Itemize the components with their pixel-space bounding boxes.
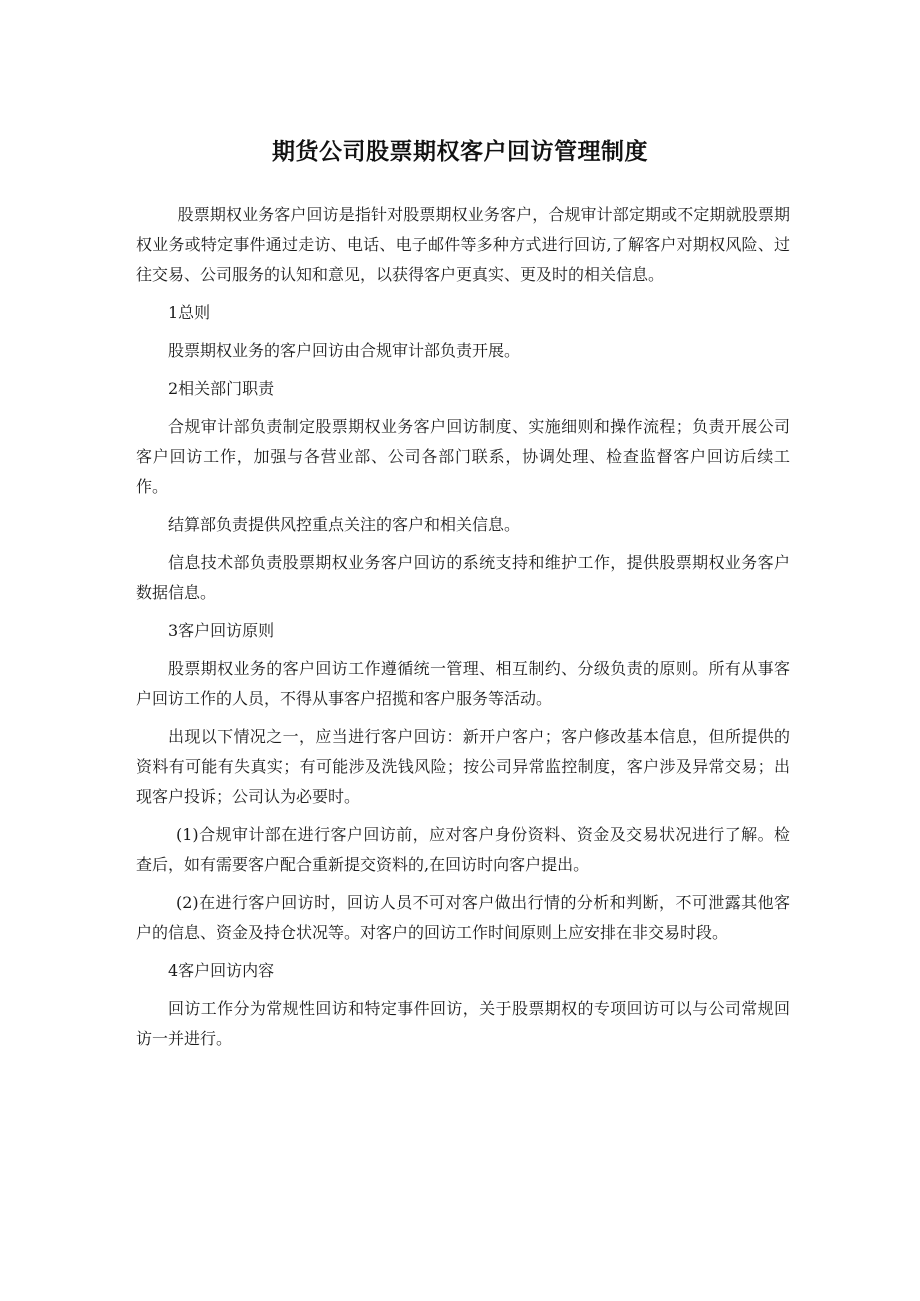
- section-heading-general: 1总则: [168, 303, 211, 322]
- duties-it-paragraph: 信息技术部负责股票期权业务客户回访的系统支持和维护工作，提供股票期权业务客户数据信息。: [136, 553, 790, 602]
- general-paragraph: 股票期权业务的客户回访由合规审计部负责开展。: [168, 341, 521, 360]
- document-title: 期货公司股票期权客户回访管理制度: [272, 139, 648, 165]
- duties-settlement-paragraph: 结算部负责提供风控重点关注的客户和相关信息。: [168, 515, 521, 534]
- section-heading-content: 4客户回访内容: [168, 961, 275, 980]
- numbered-item-2: (2)在进行客户回访时，回访人员不可对客户做出行情的分析和判断，不可泄露其他客户的信息、资金及持仓状况等。对客户的回访工作时间原则上应安排在非交易时段。: [136, 893, 790, 942]
- document-body: [136, 200, 790, 1054]
- section-heading-principles: 3客户回访原则: [168, 621, 275, 640]
- numbered-item-1: (1)合规审计部在进行客户回访前，应对客户身份资料、资金及交易状况进行了解。检查后，如有需要客户配合重新提交资料的,在回访时向客户提出。: [136, 825, 790, 874]
- intro-paragraph: 股票期权业务客户回访是指针对股票期权业务客户，合规审计部定期或不定期就股票期权业务或特定事件通过走访、电话、电子邮件等多种方式进行回访,了解客户对期权风险、过往交易、公司服务的认知和意见，以获得客户更真实、更及时的相关信息。: [136, 205, 790, 284]
- content-paragraph: 回访工作分为常规性回访和特定事件回访，关于股票期权的专项回访可以与公司常规回访一并进行。: [136, 999, 790, 1048]
- section-heading-duties: 2相关部门职责: [168, 379, 275, 398]
- principles-paragraph: 股票期权业务的客户回访工作遵循统一管理、相互制约、分级负责的原则。所有从事客户回访工作的人员，不得从事客户招揽和客户服务等活动。: [136, 659, 790, 708]
- duties-compliance-paragraph: 合规审计部负责制定股票期权业务客户回访制度、实施细则和操作流程；负责开展公司客户回访工作，加强与各营业部、公司各部门联系，协调处理、检查监督客户回访后续工作。: [136, 417, 790, 496]
- visit-conditions-paragraph: 出现以下情况之一，应当进行客户回访：新开户客户；客户修改基本信息，但所提供的资料有可能有失真实；有可能涉及洗钱风险；按公司异常监控制度，客户涉及异常交易；出现客户投诉；公司认为必要时。: [136, 727, 790, 806]
